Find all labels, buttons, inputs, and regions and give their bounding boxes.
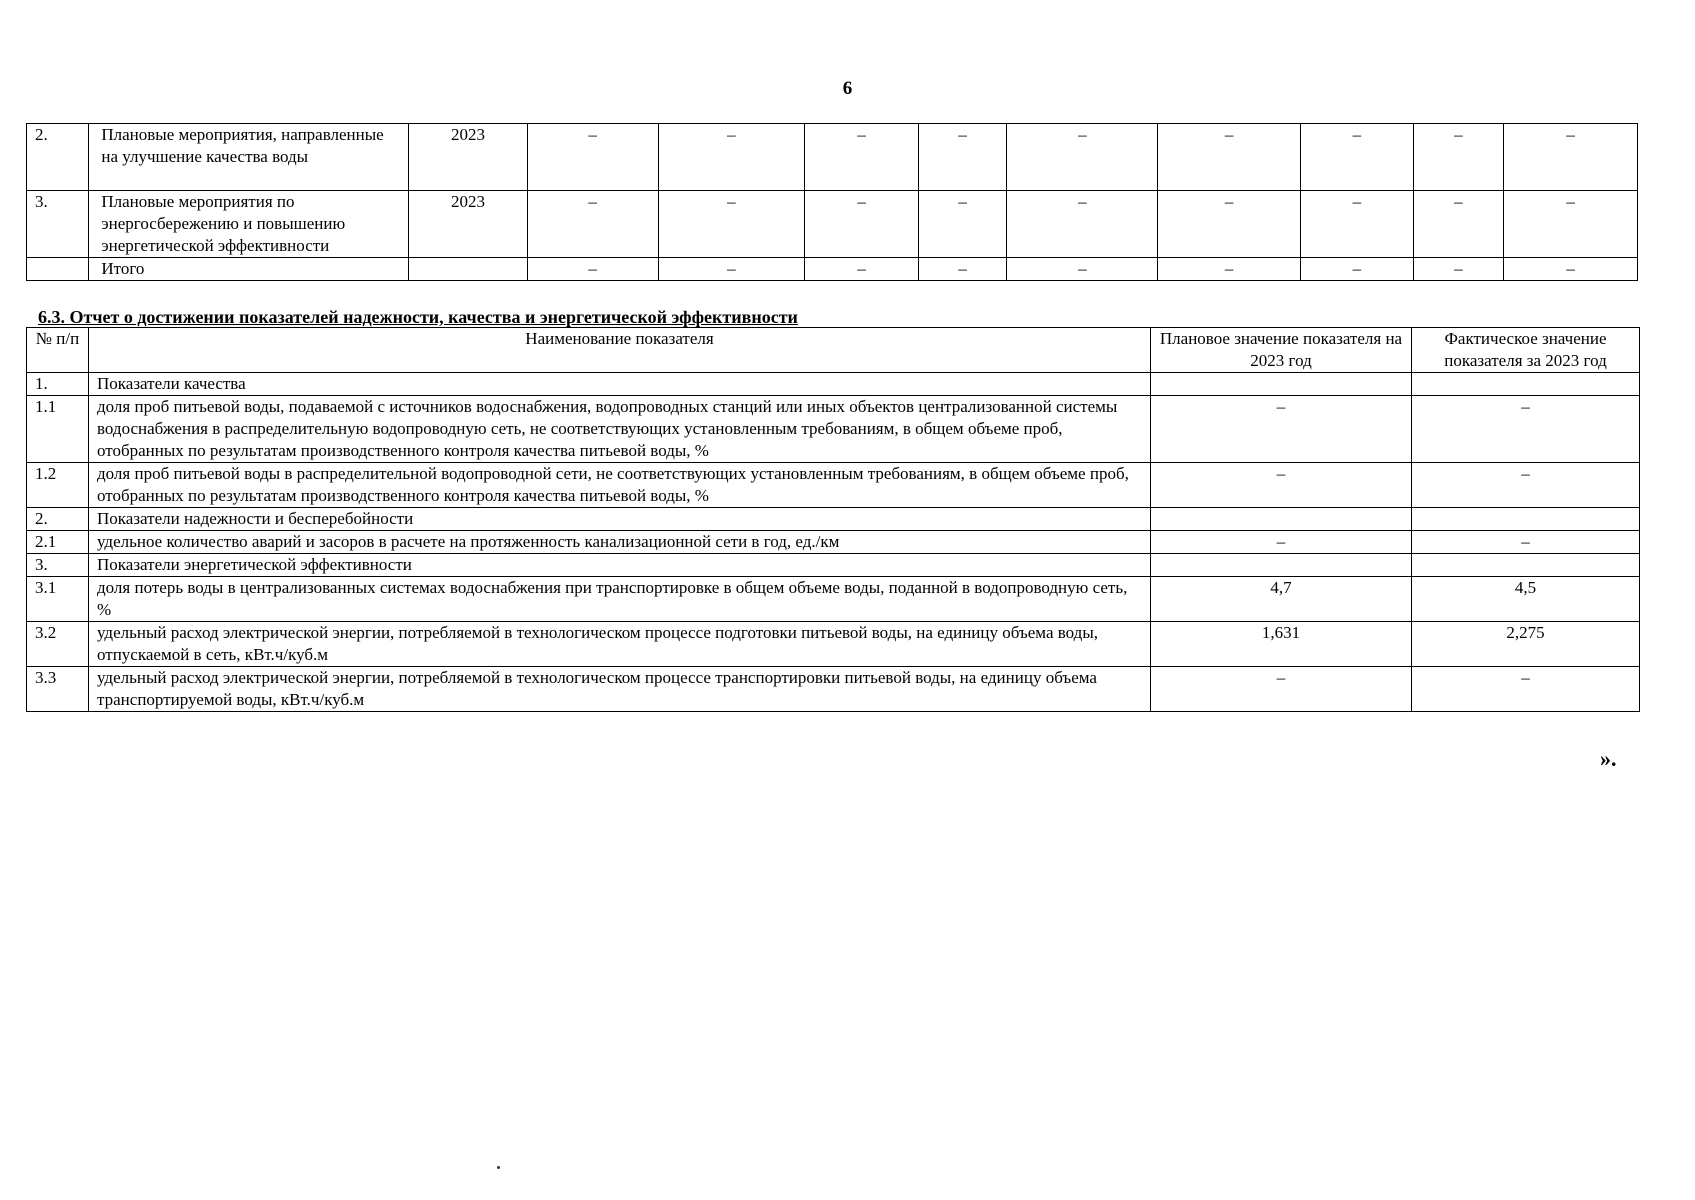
plan-row-name: Плановые мероприятия, направленные на улучшение качества воды [89,124,409,191]
plan-row-year: 2023 [409,124,528,191]
indicator-name: Показатели энергетической эффективности [89,554,1151,577]
plan-row-value: – [1301,258,1414,281]
plan-row-value: – [658,124,805,191]
plan-row-value: – [1301,191,1414,258]
indicators-header-row [27,328,1640,373]
indicator-num: 2. [27,508,89,531]
plan-row-value: – [658,258,805,281]
indicator-num: 3.1 [27,577,89,622]
indicator-name: доля проб питьевой воды в распределительной водопроводной сети, не соответствующих установленным требованиям, в общем объеме проб, отобранных по результатам производственного контроля качества питьевой воды, % [89,463,1151,508]
indicator-num: 1. [27,373,89,396]
plan-row-value: – [805,258,919,281]
indicator-num: 3.3 [27,667,89,712]
plan-row [27,258,1638,281]
plan-row-value: – [918,124,1006,191]
plan-row-year: 2023 [409,191,528,258]
plan-row-name: Плановые мероприятия по энергосбережению и повышению энергетической эффективности [89,191,409,258]
indicator-num: 1.2 [27,463,89,508]
indicator-fact-value: 2,275 [1412,622,1640,667]
indicator-fact-value [1412,554,1640,577]
indicator-fact-value [1412,508,1640,531]
indicator-fact-value: – [1412,531,1640,554]
plan-row-name: Итого [89,258,409,281]
plan-row [27,124,1638,191]
indicator-name: удельный расход электрической энергии, потребляемой в технологическом процессе транспортировки питьевой воды, на единицу объема транспортируемой воды, кВт.ч/куб.м [89,667,1151,712]
indicator-name: удельный расход электрической энергии, потребляемой в технологическом процессе подготовки питьевой воды, на единицу объема воды, отпускаемой в сеть, кВт.ч/куб.м [89,622,1151,667]
plan-row-value: – [1158,258,1301,281]
plan-row [27,191,1638,258]
indicator-row [27,622,1640,667]
indicator-row [27,554,1640,577]
plan-row-num [27,258,89,281]
indicator-row [27,667,1640,712]
plan-activities-table [26,123,1638,281]
header-name: Наименование показателя [89,328,1151,373]
plan-row-value: – [1007,191,1158,258]
indicator-plan-value: – [1151,531,1412,554]
indicator-plan-value: – [1151,396,1412,463]
plan-row-value: – [1413,124,1504,191]
plan-row-value: – [1504,258,1638,281]
closing-quote: ». [1600,746,1617,771]
indicator-plan-value: 4,7 [1151,577,1412,622]
indicator-plan-value [1151,508,1412,531]
indicator-row [27,373,1640,396]
plan-row-num: 3. [27,191,89,258]
plan-row-value: – [805,124,919,191]
indicator-num: 3.2 [27,622,89,667]
plan-row-value: – [1413,191,1504,258]
indicator-fact-value: – [1412,396,1640,463]
section-title: 6.3. Отчет о достижении показателей надежности, качества и энергетической эффективности [38,307,798,327]
indicator-fact-value [1412,373,1640,396]
plan-row-value: – [1158,124,1301,191]
scan-speck [497,1166,500,1169]
indicator-num: 3. [27,554,89,577]
indicator-name: Показатели качества [89,373,1151,396]
indicator-plan-value: – [1151,667,1412,712]
header-fact: Фактическое значение показателя за 2023 год [1412,328,1640,373]
plan-row-value: – [1301,124,1414,191]
indicator-name: доля потерь воды в централизованных системах водоснабжения при транспортировке в общем объеме воды, поданной в водопроводную сеть, % [89,577,1151,622]
plan-row-value: – [1504,191,1638,258]
indicator-plan-value [1151,373,1412,396]
plan-row-value: – [1007,258,1158,281]
plan-row-year [409,258,528,281]
header-plan: Плановое значение показателя на 2023 год [1151,328,1412,373]
indicator-plan-value: 1,631 [1151,622,1412,667]
indicator-fact-value: – [1412,463,1640,508]
indicator-row [27,508,1640,531]
plan-row-value: – [805,191,919,258]
plan-row-value: – [527,191,658,258]
indicator-row [27,463,1640,508]
page-number: 6 [842,78,853,99]
plan-row-value: – [1158,191,1301,258]
plan-row-value: – [918,258,1006,281]
indicator-plan-value [1151,554,1412,577]
plan-row-value: – [527,124,658,191]
indicator-fact-value: – [1412,667,1640,712]
plan-row-value: – [1007,124,1158,191]
indicator-row [27,396,1640,463]
plan-row-value: – [527,258,658,281]
indicator-row [27,531,1640,554]
indicator-row [27,577,1640,622]
plan-row-num: 2. [27,124,89,191]
plan-row-value: – [918,191,1006,258]
indicator-num: 2.1 [27,531,89,554]
indicator-num: 1.1 [27,396,89,463]
indicator-fact-value: 4,5 [1412,577,1640,622]
indicator-name: удельное количество аварий и засоров в расчете на протяженность канализационной сети в год, ед./км [89,531,1151,554]
indicator-plan-value: – [1151,463,1412,508]
plan-row-value: – [658,191,805,258]
indicators-table [26,327,1640,712]
indicator-name: Показатели надежности и бесперебойности [89,508,1151,531]
indicator-name: доля проб питьевой воды, подаваемой с источников водоснабжения, водопроводных станций или иных объектов централизованной системы водоснабжения в распределительную водопроводную сеть, не соответствующих установленным требованиям, в общем объеме проб, отобранных по результатам производственного контроля качества питьевой воды, % [89,396,1151,463]
plan-row-value: – [1504,124,1638,191]
header-num: № п/п [27,328,89,373]
plan-row-value: – [1413,258,1504,281]
